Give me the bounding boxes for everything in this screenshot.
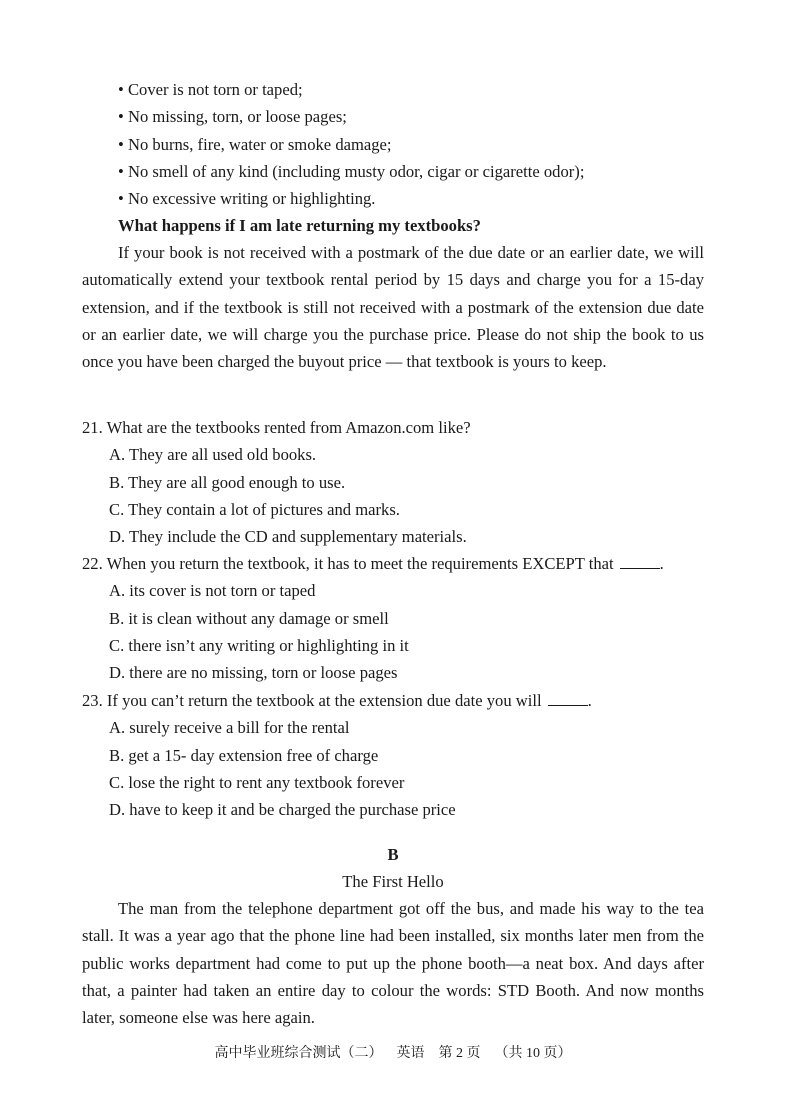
question-stem: 21. What are the textbooks rented from Amazon.com like? (82, 418, 471, 437)
bullet-item: • No excessive writing or highlighting. (118, 189, 376, 209)
question-21 (82, 414, 722, 550)
option-b: B. They are all good enough to use. (109, 472, 346, 492)
option-c: C. They contain a lot of pictures and marks. (109, 499, 400, 519)
late-return-heading: What happens if I am late returning my textbooks? (118, 216, 481, 235)
section-letter: B (387, 845, 399, 864)
option-b: B. get a 15- day extension free of charge (109, 745, 379, 765)
option-d: D. there are no missing, torn or loose pages (109, 663, 398, 683)
option-a: A. its cover is not torn or taped (109, 581, 316, 601)
option-b: B. it is clean without any damage or smell (109, 608, 389, 628)
question-23 (82, 687, 722, 823)
question-22 (82, 550, 722, 686)
page-footer: 高中毕业班综合测试（二） 英语 第 2 页 （共 10 页） (214, 1046, 572, 1061)
passage-paragraph: The man from the telephone department got off the bus, and made his way to the tea stall. It was a year ago that the phone line had been installed, six months later men from the public works department had come to put up the phone booth—a neat box. And days after that, a painter had taken an entire day to colour the words: STD Booth. And now months later, someone else was here again. (82, 899, 704, 1028)
answer-blank (548, 691, 588, 706)
option-a: A. They are all used old books. (109, 445, 317, 465)
bullet-item: • No burns, fire, water or smoke damage; (118, 134, 392, 154)
bullet-item: • No smell of any kind (including musty odor, cigar or cigarette odor); (118, 161, 585, 181)
option-d: D. They include the CD and supplementary materials. (109, 527, 467, 547)
question-stem-line (82, 550, 722, 577)
answer-blank (620, 554, 660, 569)
bullet-item: • No missing, torn, or loose pages; (118, 107, 347, 127)
passage-title: The First Hello (342, 872, 444, 891)
stem-period: . (659, 554, 664, 573)
condition-bullet-list (118, 76, 718, 212)
option-c: C. lose the right to rent any textbook forever (109, 772, 405, 792)
late-return-paragraph: If your book is not received with a postmark of the due date or an earlier date, we will automatically extend your textbook rental period by 15 days and charge you for a 15-day extension, and if the textbook is still not received with a postmark of the extension due date or an earlier date, we will charge you the purchase price. Please do not ship the book to us once you have been charged the buyout price — that textbook is yours to keep. (82, 243, 704, 372)
option-c: C. there isn’t any writing or highlighting in it (109, 635, 409, 655)
option-a: A. surely receive a bill for the rental (109, 718, 350, 738)
bullet-item: • Cover is not torn or taped; (118, 80, 303, 99)
option-d: D. have to keep it and be charged the purchase price (109, 800, 456, 820)
stem-period: . (587, 691, 592, 710)
question-stem-line (82, 687, 722, 714)
question-stem: 23. If you can’t return the textbook at the extension due date you will (82, 691, 542, 710)
question-stem: 22. When you return the textbook, it has to meet the requirements EXCEPT that (82, 554, 614, 573)
